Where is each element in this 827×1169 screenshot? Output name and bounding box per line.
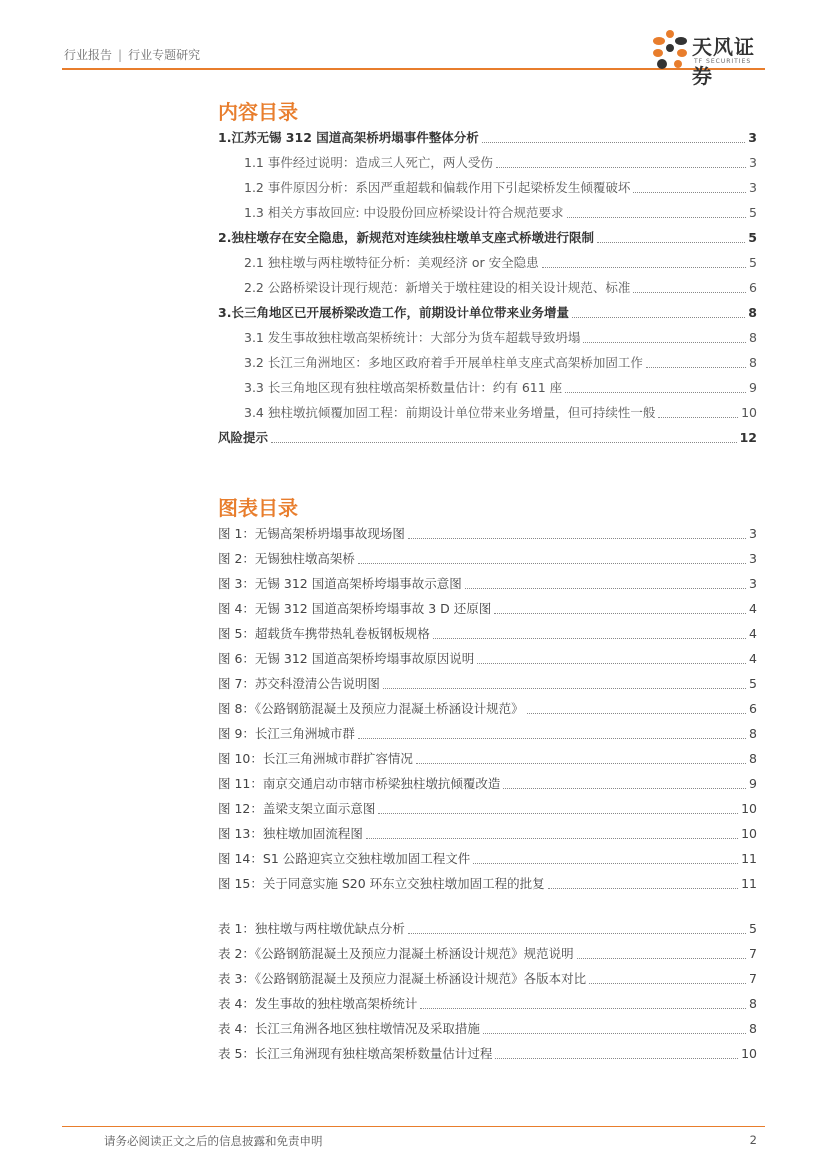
figure-entry[interactable] <box>218 625 757 643</box>
figure-entry[interactable] <box>218 725 757 743</box>
toc-entry-title: 2.1 独柱墩与两柱墩特征分析：美观经济 or 安全隐患 <box>244 255 539 270</box>
logo-english-name: TF SECURITIES <box>694 58 752 65</box>
toc-entry[interactable] <box>218 229 757 247</box>
dot-leader <box>495 1058 738 1059</box>
toc-entry[interactable] <box>244 179 757 197</box>
toc-entry[interactable] <box>244 354 757 372</box>
dot-leader <box>633 192 746 193</box>
figure-entry-page: 8 <box>749 726 757 741</box>
figure-entry-title: 图 12：盖梁支架立面示意图 <box>218 801 376 816</box>
toc-entry-title: 1.3 相关方事故回应: 中设股份回应桥梁设计符合规范要求 <box>244 205 564 220</box>
toc-entry-title: 3.4 独柱墩抗倾覆加固工程：前期设计单位带来业务增量，但可持续性一般 <box>244 405 656 420</box>
table-entry-page: 7 <box>749 971 757 986</box>
figure-entry-page: 4 <box>749 651 757 666</box>
report-type: 行业报告 <box>64 48 113 62</box>
dot-leader <box>383 688 746 689</box>
dot-leader <box>358 563 746 564</box>
toc-entry-title: 2.2 公路桥梁设计现行规范：新增关于墩柱建设的相关设计规范、标准 <box>244 280 631 295</box>
dot-leader <box>583 342 746 343</box>
toc-entry-page: 8 <box>749 355 757 370</box>
table-entry-page: 10 <box>741 1046 757 1061</box>
figures-title: 图表目录 <box>218 496 298 520</box>
figure-entry[interactable] <box>218 650 757 668</box>
figure-entry[interactable] <box>218 875 757 893</box>
dot-leader <box>433 638 746 639</box>
dot-leader <box>496 167 746 168</box>
dot-leader <box>542 267 746 268</box>
report-header <box>64 46 200 63</box>
figure-entry-page: 5 <box>749 676 757 691</box>
dot-leader <box>646 367 746 368</box>
toc-entry-page: 3 <box>749 180 757 195</box>
figure-entry[interactable] <box>218 675 757 693</box>
report-subtype: 行业专题研究 <box>128 48 201 62</box>
toc-entry-title: 2.独柱墩存在安全隐患，新规范对连续独柱墩单支座式桥墩进行限制 <box>218 230 594 245</box>
toc-entry-page: 5 <box>749 205 757 220</box>
figure-entry-page: 3 <box>749 576 757 591</box>
dot-leader <box>378 813 738 814</box>
toc-entry-title: 1.江苏无锡 312 国道高架桥坍塌事件整体分析 <box>218 130 479 145</box>
table-entry[interactable] <box>218 920 757 938</box>
figure-entry-page: 6 <box>749 701 757 716</box>
table-entry-title: 表 2：《公路钢筋混凝土及预应力混凝土桥涵设计规范》规范说明 <box>218 946 574 961</box>
figure-entry-title: 图 6：无锡 312 国道高架桥垮塌事故原因说明 <box>218 651 475 666</box>
toc-entry-title: 3.2 长江三角洲地区：多地区政府着手开展单柱单支座式高架桥加固工作 <box>244 355 643 370</box>
figure-entry[interactable] <box>218 750 757 768</box>
figure-entry-title: 图 3：无锡 312 国道高架桥垮塌事故示意图 <box>218 576 462 591</box>
figure-entry[interactable] <box>218 825 757 843</box>
figure-entry-title: 图 7：苏交科澄清公告说明图 <box>218 676 380 691</box>
toc-entry-title: 3.3 长三角地区现有独柱墩高架桥数量估计：约有 611 座 <box>244 380 563 395</box>
figure-entry[interactable] <box>218 575 757 593</box>
toc-entry[interactable] <box>218 129 757 147</box>
figure-entry-page: 3 <box>749 551 757 566</box>
figure-entry-page: 8 <box>749 751 757 766</box>
figure-entry-page: 10 <box>741 826 757 841</box>
figure-entry-title: 图 8：《公路钢筋混凝土及预应力混凝土桥涵设计规范》 <box>218 701 524 716</box>
dot-leader <box>658 417 738 418</box>
toc-entry-title: 1.2 事件原因分析：系因严重超载和偏载作用下引起梁桥发生倾覆破坏 <box>244 180 631 195</box>
dot-leader <box>527 713 746 714</box>
footer-rule <box>62 1126 765 1127</box>
dot-leader <box>565 392 746 393</box>
dot-leader <box>577 958 746 959</box>
figure-entry-title: 图 1：无锡高架桥坍塌事故现场图 <box>218 526 405 541</box>
dot-leader <box>597 242 745 243</box>
figure-entry-page: 4 <box>749 601 757 616</box>
figure-entry[interactable] <box>218 600 757 618</box>
toc-entry-title: 风险提示 <box>218 430 269 445</box>
contents-title: 内容目录 <box>218 100 298 124</box>
toc-entry-page: 9 <box>749 380 757 395</box>
table-entry-title: 表 4：发生事故的独柱墩高架桥统计 <box>218 996 418 1011</box>
figure-entry-title: 图 15：关于同意实施 S20 环东立交独柱墩加固工程的批复 <box>218 876 545 891</box>
dot-leader <box>548 888 738 889</box>
toc-entry-page: 10 <box>741 405 757 420</box>
toc-entry[interactable] <box>244 379 757 397</box>
figure-entry-title: 图 13：独柱墩加固流程图 <box>218 826 363 841</box>
figure-entry-title: 图 14：S1 公路迎宾立交独柱墩加固工程文件 <box>218 851 471 866</box>
toc-entry-page: 5 <box>749 255 757 270</box>
toc-entry[interactable] <box>244 329 757 347</box>
dot-leader <box>633 292 746 293</box>
toc-entry[interactable] <box>244 154 757 172</box>
figure-entry[interactable] <box>218 700 757 718</box>
figure-entry-page: 10 <box>741 801 757 816</box>
dot-leader <box>408 538 746 539</box>
table-entry-title: 表 5：长江三角洲现有独柱墩高架桥数量估计过程 <box>218 1046 493 1061</box>
toc-entry-page: 6 <box>749 280 757 295</box>
dot-leader <box>483 1033 746 1034</box>
figure-entry[interactable] <box>218 775 757 793</box>
toc-entry-page: 12 <box>739 430 757 445</box>
toc-entry[interactable] <box>244 279 757 297</box>
header-divider: | <box>118 48 123 62</box>
toc-entry[interactable] <box>244 204 757 222</box>
figure-entry-title: 图 9：长江三角洲城市群 <box>218 726 355 741</box>
table-entry[interactable] <box>218 945 757 963</box>
toc-entry-title: 3.1 发生事故独柱墩高架桥统计：大部分为货车超载导致坍塌 <box>244 330 581 345</box>
toc-entry-title: 1.1 事件经过说明：造成三人死亡，两人受伤 <box>244 155 493 170</box>
toc-entry-page: 8 <box>749 330 757 345</box>
table-entry[interactable] <box>218 1045 757 1063</box>
dot-leader <box>420 1008 746 1009</box>
table-entry-page: 8 <box>749 996 757 1011</box>
figure-entry[interactable] <box>218 850 757 868</box>
table-entry[interactable] <box>218 1020 757 1038</box>
figure-entry-title: 图 11：南京交通启动市辖市桥梁独柱墩抗倾覆改造 <box>218 776 501 791</box>
table-entry[interactable] <box>218 970 757 988</box>
figure-entry[interactable] <box>218 525 757 543</box>
figure-entry-title: 图 10：长江三角洲城市群扩容情况 <box>218 751 413 766</box>
company-logo <box>650 28 770 88</box>
table-entry-title: 表 1：独柱墩与两柱墩优缺点分析 <box>218 921 405 936</box>
dot-leader <box>589 983 746 984</box>
figure-entry-page: 11 <box>741 876 757 891</box>
toc-entry-page: 3 <box>748 130 757 145</box>
figure-entry-title: 图 4：无锡 312 国道高架桥垮塌事故 3 D 还原图 <box>218 601 492 616</box>
toc-entry-page: 8 <box>748 305 757 320</box>
toc-entry-title: 3.长三角地区已开展桥梁改造工作，前期设计单位带来业务增量 <box>218 305 569 320</box>
dot-leader <box>416 763 746 764</box>
figure-entry-page: 9 <box>749 776 757 791</box>
dot-leader <box>271 442 737 443</box>
dot-leader <box>358 738 746 739</box>
table-entry-page: 8 <box>749 1021 757 1036</box>
figure-entry-page: 3 <box>749 526 757 541</box>
toc-entry-page: 5 <box>748 230 757 245</box>
table-entry-title: 表 3：《公路钢筋混凝土及预应力混凝土桥涵设计规范》各版本对比 <box>218 971 587 986</box>
figure-entry[interactable] <box>218 800 757 818</box>
disclaimer-text: 请务必阅读正文之后的信息披露和免责申明 <box>104 1134 323 1148</box>
figure-entry-page: 11 <box>741 851 757 866</box>
dot-leader <box>473 863 738 864</box>
table-entry[interactable] <box>218 995 757 1013</box>
figure-entry-title: 图 5：超载货车携带热轧卷板钢板规格 <box>218 626 430 641</box>
dot-leader <box>503 788 746 789</box>
toc-entry[interactable] <box>244 254 757 272</box>
dot-leader <box>572 317 745 318</box>
toc-entry[interactable] <box>218 429 757 447</box>
dot-leader <box>465 588 746 589</box>
dot-leader <box>482 142 746 143</box>
dot-leader <box>366 838 738 839</box>
table-entry-page: 7 <box>749 946 757 961</box>
dot-leader <box>567 217 747 218</box>
toc-entry[interactable] <box>244 404 757 422</box>
toc-entry[interactable] <box>218 304 757 322</box>
dot-leader <box>408 933 746 934</box>
table-entry-title: 表 4：长江三角洲各地区独柱墩情况及采取措施 <box>218 1021 480 1036</box>
dot-leader <box>494 613 746 614</box>
figure-entry-title: 图 2：无锡独柱墩高架桥 <box>218 551 355 566</box>
toc-entry-page: 3 <box>749 155 757 170</box>
page-number: 2 <box>749 1133 757 1147</box>
logo-chinese-name: 天风证券 <box>692 35 755 88</box>
figure-entry[interactable] <box>218 550 757 568</box>
flower-logo-icon <box>650 28 690 72</box>
table-entry-page: 5 <box>749 921 757 936</box>
figure-entry-page: 4 <box>749 626 757 641</box>
dot-leader <box>477 663 746 664</box>
